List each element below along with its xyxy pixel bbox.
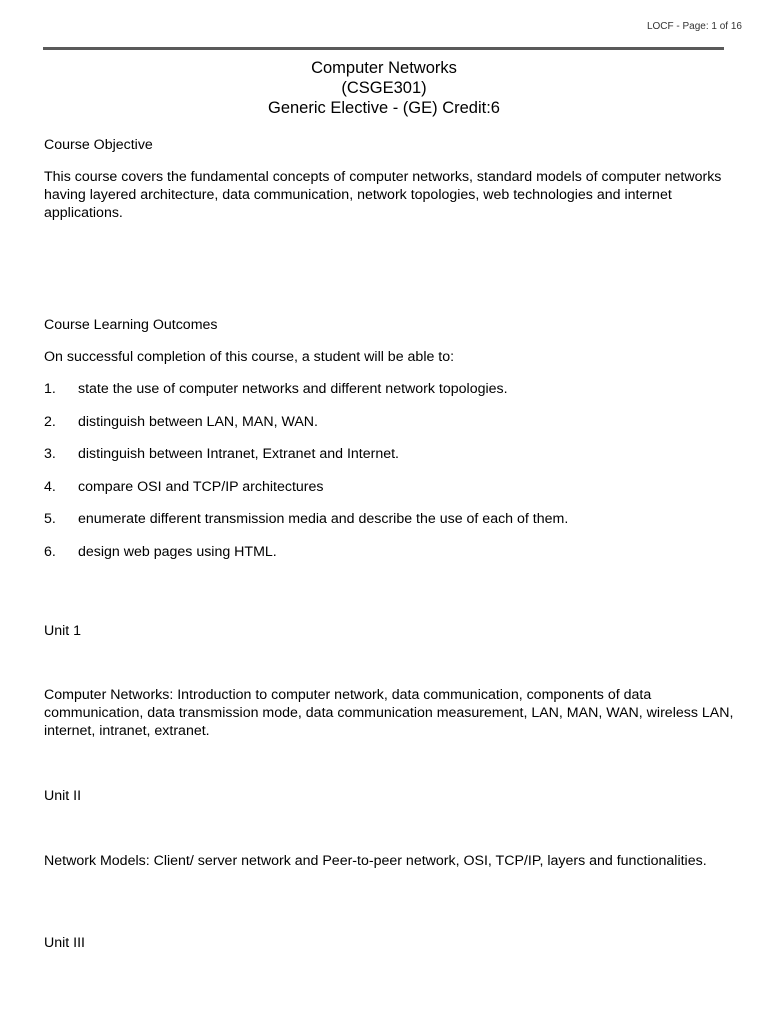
course-title: Computer Networks xyxy=(311,59,457,77)
page-number: LOCF - Page: 1 of 16 xyxy=(646,21,742,32)
course-code: (CSGE301) xyxy=(341,79,427,97)
unit-2-heading: Unit II xyxy=(44,788,82,804)
outcome-item xyxy=(44,478,734,496)
outcome-item xyxy=(44,510,734,528)
outcome-item xyxy=(44,380,734,398)
outcomes-intro: On successful completion of this course, a student will be able to: xyxy=(44,349,455,365)
outcome-number: 6. xyxy=(44,544,56,560)
outcome-text: distinguish between Intranet, Extranet and Internet. xyxy=(78,446,399,462)
outcome-text: compare OSI and TCP/IP architectures xyxy=(78,479,324,495)
outcome-number: 3. xyxy=(44,446,56,462)
outcome-number: 4. xyxy=(44,479,56,495)
outcome-number: 5. xyxy=(44,511,56,527)
unit-1-heading: Unit 1 xyxy=(44,623,82,639)
outcome-item xyxy=(44,413,734,431)
outcome-item xyxy=(44,445,734,463)
outcome-text: distinguish between LAN, MAN, WAN. xyxy=(78,414,318,430)
outcome-text: design web pages using HTML. xyxy=(78,544,277,560)
outcome-text: state the use of computer networks and different network topologies. xyxy=(78,381,508,397)
outcomes-heading: Course Learning Outcomes xyxy=(44,317,218,333)
unit-3-heading: Unit III xyxy=(44,935,85,951)
outcome-number: 2. xyxy=(44,414,56,430)
outcome-item xyxy=(44,543,734,561)
unit-1-text: Computer Networks: Introduction to computer network, data communication, components of data communication, data transmission mode, data communication measurement, LAN, MAN, WAN, wireless LAN, internet, intranet, extranet. xyxy=(44,687,734,739)
outcome-number: 1. xyxy=(44,381,56,397)
objective-text: This course covers the fundamental concepts of computer networks, standard models of computer networks having layered architecture, data communication, network topologies, web technologies and internet applications. xyxy=(44,169,722,221)
course-credit: Generic Elective - (GE) Credit:6 xyxy=(268,99,500,117)
header-rule xyxy=(43,47,724,50)
objective-heading: Course Objective xyxy=(44,137,153,153)
outcome-text: enumerate different transmission media and describe the use of each of them. xyxy=(78,511,569,527)
unit-2-text: Network Models: Client/ server network and Peer-to-peer network, OSI, TCP/IP, layers and functionalities. xyxy=(44,853,707,869)
course-title-block xyxy=(0,58,768,118)
